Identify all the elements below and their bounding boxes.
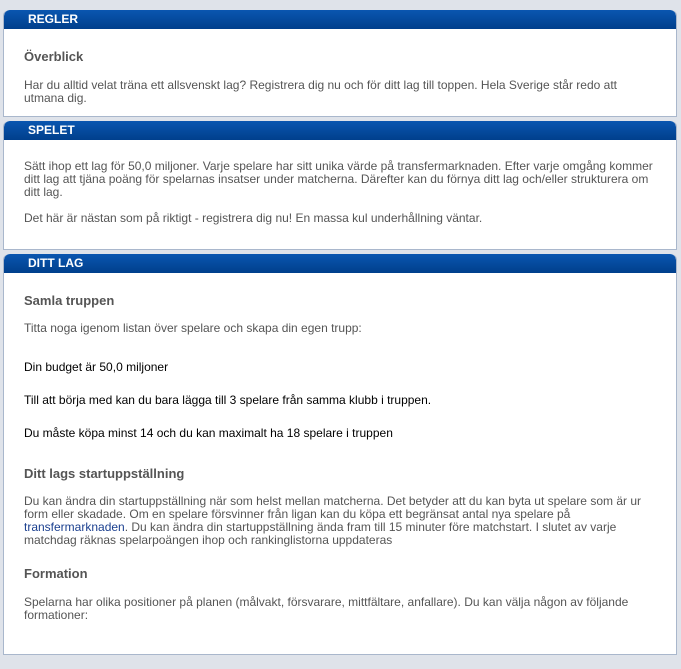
rule-budget: Din budget är 50,0 miljoner (24, 360, 169, 374)
panel-header-regler: REGLER (4, 10, 676, 29)
spelet-text-1: Sätt ihop ett lag för 50,0 miljoner. Varje spelare har sitt unika värde på transfermarknaden. Efter varje omgång kommer ditt lag att tjäna poäng för spelarnas insatser under matcherna. Därefter kan du förnya ditt lag och/eller strukturera om ditt lag. (24, 159, 653, 199)
samla-text: Titta noga igenom listan över spelare och skapa din egen trupp: (24, 321, 362, 335)
panel-body-spelet (4, 160, 676, 225)
heading-formation: Formation (24, 566, 88, 581)
heading-startuppstallning: Ditt lags startuppställning (24, 466, 185, 481)
panel-header-ditt-lag: DITT LAG (4, 254, 676, 273)
start-text-b: . Du kan ändra din startuppställning ända fram till 15 minuter före matchstart. I slutet av varje matchdag räknas spelarpoängen ihop och rankinglistorna uppdateras (24, 520, 617, 547)
panel-ditt-lag (3, 254, 677, 655)
panel-regler (3, 10, 677, 117)
startuppstallning-text (24, 495, 656, 547)
regler-text: Har du alltid velat träna ett allsvenskt lag? Registrera dig nu och för ditt lag till toppen. Hela Sverige står redo att utmana dig. (24, 78, 617, 105)
panel-body-regler (4, 49, 676, 105)
rule-max-per-club: Till att börja med kan du bara lägga till 3 spelare från samma klubb i truppen. (24, 393, 432, 407)
start-text-a: Du kan ändra din startuppställning när som helst mellan matcherna. Det betyder att du kan byta ut spelare som är ur form eller skadade. Om en spelare försvinner från ligan kan du köpa ett begränsat antal nya spelare på (24, 494, 641, 521)
heading-samla-truppen: Samla truppen (24, 293, 115, 308)
panel-body-ditt-lag (4, 293, 676, 622)
spelet-text-2: Det här är nästan som på riktigt - registrera dig nu! En massa kul underhållning väntar. (24, 211, 483, 225)
formation-text: Spelarna har olika positioner på planen (målvakt, försvarare, mittfältare, anfallare). Du kan välja någon av följande formationer: (24, 595, 629, 622)
heading-overblick: Överblick (24, 49, 84, 64)
panel-header-spelet: SPELET (4, 121, 676, 140)
rule-squad-size: Du måste köpa minst 14 och du kan maximalt ha 18 spelare i truppen (24, 426, 393, 440)
panel-spelet (3, 121, 677, 250)
transfermarknaden-link[interactable]: transfermarknaden (24, 520, 125, 534)
